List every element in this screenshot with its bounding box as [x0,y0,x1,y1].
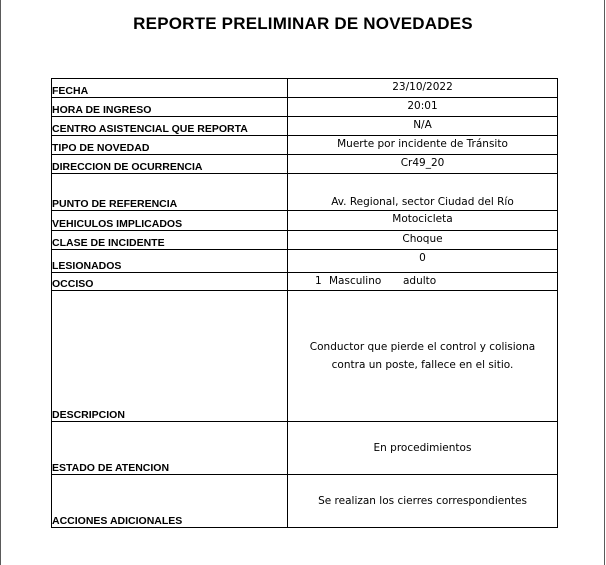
row-lesionados [52,250,558,273]
label-direccion-ocurrencia: DIRECCION DE OCURRENCIA [52,155,288,174]
label-clase-incidente: CLASE DE INCIDENTE [52,231,288,250]
report-table [51,78,558,528]
label-estado-atencion: ESTADO DE ATENCION [52,422,288,475]
row-clase-incidente [52,231,558,250]
label-acciones-adicionales: ACCIONES ADICIONALES [52,475,288,528]
occiso-age-group: adulto [403,275,437,287]
row-estado-atencion [52,422,558,475]
row-tipo-novedad [52,136,558,155]
value-punto-referencia: Av. Regional, sector Ciudad del Río [288,174,558,211]
value-clase-incidente: Choque [288,231,558,250]
value-hora-ingreso: 20:01 [288,98,558,117]
label-vehiculos-implicados: VEHICULOS IMPLICADOS [52,211,288,231]
value-descripcion: Conductor que pierde el control y colisiona contra un poste, fallece en el sitio. [288,291,558,422]
value-fecha: 23/10/2022 [288,79,558,98]
row-vehiculos-implicados [52,211,558,231]
label-tipo-novedad: TIPO DE NOVEDAD [52,136,288,155]
label-punto-referencia: PUNTO DE REFERENCIA [52,174,288,211]
row-centro-asistencial [52,117,558,136]
label-lesionados: LESIONADOS [52,250,288,273]
value-acciones-adicionales: Se realizan los cierres correspondientes [288,475,558,528]
value-occiso [288,273,558,291]
occiso-count: 1 [315,275,322,287]
row-occiso [52,273,558,291]
label-descripcion: DESCRIPCION [52,291,288,422]
row-fecha [52,79,558,98]
occiso-sex: Masculino [329,275,382,287]
value-lesionados: 0 [288,250,558,273]
value-estado-atencion: En procedimientos [288,422,558,475]
frame-left-border [0,0,1,565]
row-hora-ingreso [52,98,558,117]
value-direccion-ocurrencia: Cr49_20 [288,155,558,174]
label-hora-ingreso: HORA DE INGRESO [52,98,288,117]
label-occiso: OCCISO [52,273,288,291]
occiso-values [288,275,557,287]
label-centro-asistencial: CENTRO ASISTENCIAL QUE REPORTA [52,117,288,136]
row-acciones-adicionales [52,475,558,528]
row-punto-referencia [52,174,558,211]
value-centro-asistencial: N/A [288,117,558,136]
report-title: REPORTE PRELIMINAR DE NOVEDADES [133,14,473,33]
value-vehiculos-implicados: Motocicleta [288,211,558,231]
value-tipo-novedad: Muerte por incidente de Tránsito [288,136,558,155]
label-fecha: FECHA [52,79,288,98]
frame-right-border [604,0,605,565]
row-direccion-ocurrencia [52,155,558,174]
row-descripcion [52,291,558,422]
